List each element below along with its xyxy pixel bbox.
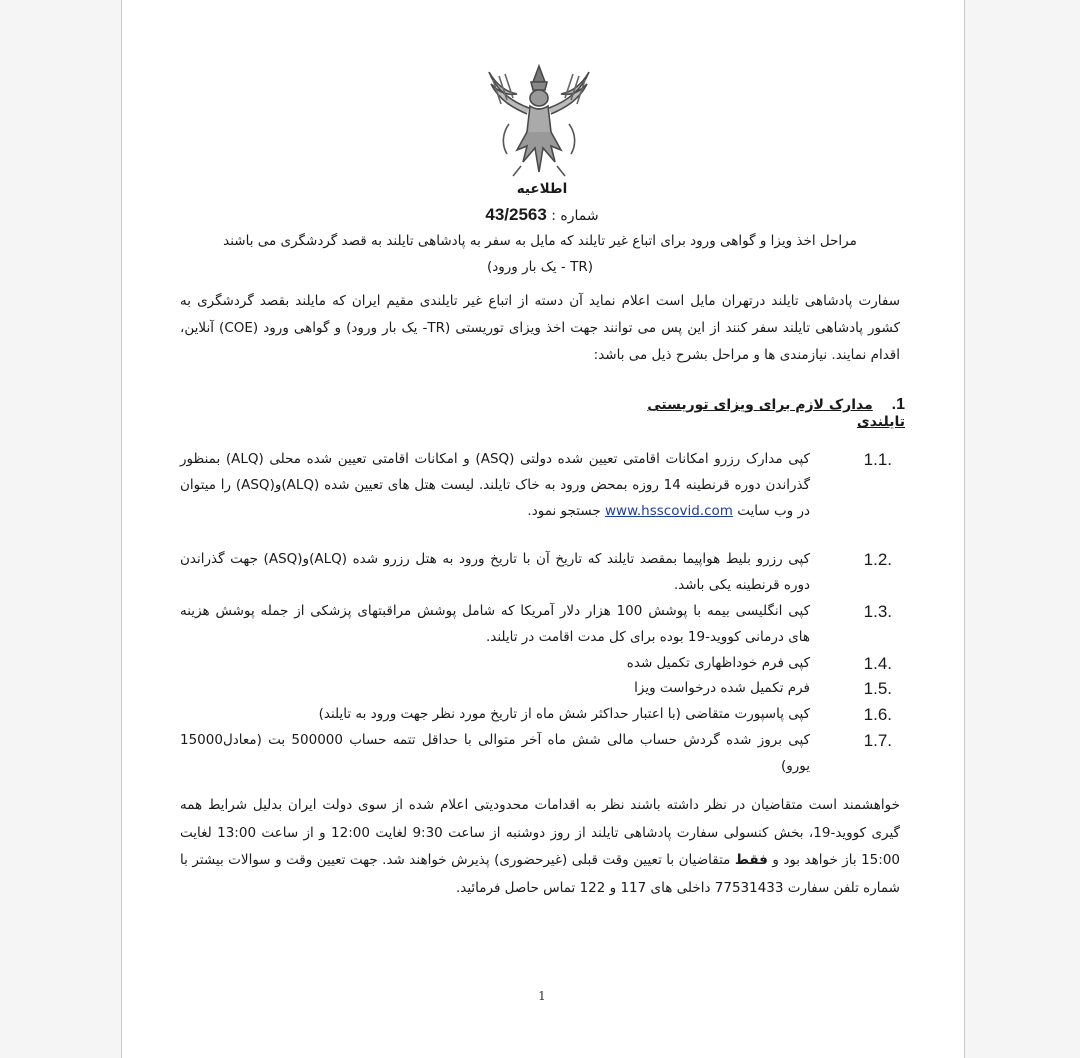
closing-text-1: خواهشمند است متقاضیان در نظر داشته باشند نظر به اقدامات محدودیتی اعلام شده از سوی دولت ایران بدلیل شرایط همه گیری کووید-19، بخش کنسولی سفارت پادشاهی تایلند از روز دوشنبه از ساعت 9:30 لغایت 12:00 و از ساعت 13:00 لغایت 15:00 باز خواهد بود و <box>180 797 900 868</box>
section-heading <box>600 396 905 430</box>
garuda-crest-icon <box>483 62 595 178</box>
notice-number <box>121 205 963 225</box>
item-number: 1.2. <box>863 550 892 569</box>
closing-text-2: متقاضیان با تعیین وقت قبلی (غیرحضوری) پذیرش خواهند شد. جهت تعیین وقت و سوالات بیشتر با شماره تلفن سفارت 77531433 داخلی های 117 و 122 تماس حاصل فرمائید. <box>180 852 900 896</box>
item-number: 1.1. <box>863 450 892 469</box>
list-item <box>180 446 810 524</box>
notice-number-label: شماره : <box>551 208 599 224</box>
intro-paragraph: سفارت پادشاهی تایلند درتهران مایل است اعلام نماید آن دسته از اتباع غیر تایلندی مقیم ایران که مایلند بقصد گردشگری به کشور پادشاهی تایلند سفر کنند از این پس می توانند جهت اخذ ویزای توریستی (TR- یک بار ورود) و گواهی ورود (COE) آنلاین، اقدام نمایند. نیازمندی ها و مراحل بشرح ذیل می باشد: <box>180 293 901 363</box>
item-number: 1.4. <box>863 654 892 673</box>
item-text-end: جستجو نمود. <box>527 503 601 519</box>
notice-subject <box>180 228 900 280</box>
list-item: کپی پاسپورت متقاضی (با اعتبار حداکثر شش ماه از تاریخ مورد نظر جهت ورود به تایلند) <box>318 706 810 722</box>
item-number: 1.6. <box>863 705 892 724</box>
notice-title: اطلاعیه <box>516 181 568 197</box>
closing-emphasis: فقط <box>734 852 768 868</box>
subject-line-1: مراحل اخذ ویزا و گواهی ورود برای اتباع غیر تایلند که مایل به سفر به پادشاهی تایلند به قصد گردشگری می باشند <box>223 233 857 249</box>
list-item: کپی بروز شده گردش حساب مالی شش ماه آخر متوالی با حداقل تتمه حساب 500000 بت (معادل15000 یورو) <box>180 732 810 774</box>
item-number: 1.3. <box>863 602 892 621</box>
list-item: فرم تکمیل شده درخواست ویزا <box>634 680 810 696</box>
hsscovid-link[interactable]: www.hsscovid.com <box>605 503 733 519</box>
list-item: کپی فرم خوداظهاری تکمیل شده <box>626 655 810 671</box>
section-title: مدارک لازم برای ویزای توریستی تایلندی <box>647 397 905 430</box>
closing-paragraph <box>180 792 900 902</box>
item-number: 1.7. <box>863 731 892 750</box>
page-number: 1 <box>538 989 546 1003</box>
list-item: کپی رزرو بلیط هواپیما بمقصد تایلند که تاریخ آن با تاریخ ورود به هتل رزرو شده (ALQ)و(ASQ) جهت گذراندن دوره قرنطینه یکی باشد. <box>180 551 811 593</box>
item-text: کپی مدارک رزرو امکانات اقامتی تعیین شده دولتی (ASQ) و امکانات اقامتی تعیین شده محلی (ALQ) بمنظور گذراندن دوره قرنطینه 14 روزه بمحض ورود به خاک تایلند. لیست هتل های تعیین شده (ALQ)و(ASQ) را میتوان در وب سایت <box>180 451 810 519</box>
list-item: کپی انگلیسی بیمه با پوشش 100 هزار دلار آمریکا که شامل پوشش مراقبتهای پزشکی از جمله پوشش هزینه های درمانی کووید-19 بوده برای کل مدت اقامت در تایلند. <box>180 603 811 645</box>
notice-number-value: 43/2563 <box>485 205 547 224</box>
section-number: 1. <box>891 396 905 413</box>
item-number: 1.5. <box>863 679 892 698</box>
subject-line-2: (TR - یک بار ورود) <box>486 259 594 275</box>
